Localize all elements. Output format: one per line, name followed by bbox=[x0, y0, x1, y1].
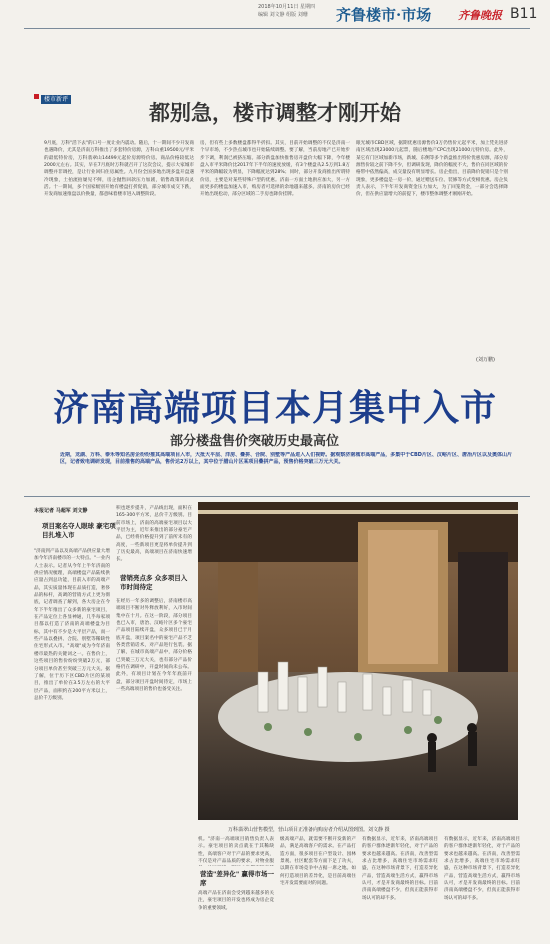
col3-subhead: 营造"差异化" 赢得市场一席 bbox=[200, 870, 275, 887]
newspaper-logo: 齐鲁晚报 bbox=[458, 9, 502, 22]
col2-subhead: 营销亮点多 众多项目入市时间待定 bbox=[120, 574, 188, 591]
feature-col5a: 有数据显示，近年来，济南高端项目的客户群体逐渐年轻化，对于产品的要求也越来越高。在济南，改善型需求占比增多，高端住宅市场需求旺盛，在这种市场背景下，打造差异化产品，营造高端生活方式，赢得市场认可，才是开发商最终的目标。目前济南高端楼盘不少，但真正能获得市场认可的却不多。 bbox=[362, 837, 438, 901]
article1-col3: 眼光城市CBD区域，据期优惠房源售价3万仍售价元起平米，加上凭先进济南区域出现23000元起票，随后楼地产CPC出现21000元特价房。此外，某它有门区域加新市场，新城、东侧等多个新盘推出特价优惠房源，部分房源售价较之前下降不少，但调研发现，降价的幅度不大，售价在同区域的价格带中依然偏高，成交量没有明显增长。房企指出，目前降价促销只是个别现象，更多楼盘是一房一价，通过赠送车位、装修等方式变相优惠。房企负责人表示，下半年开发商资金压力加大，为了回笼资金，一部分会选择降价，但在供应量增大的前提下，楼市整体调整才刚刚开始。 bbox=[356, 141, 508, 198]
issue-date: 2018年10月11日 星期四 bbox=[258, 4, 316, 10]
feature-col3-end: 高端产品在济南会受到越来越多的关注，豪宅项目的开发也将成为房企竞争的重要领域。 bbox=[198, 891, 274, 911]
feature-col5b: 有数据显示，近年来，济南高端项目的客户群体逐渐年轻化，对于产品的要求也越来越高。在济南，改善型需求占比增多，高端住宅市场需求旺盛，在这种市场背景下，打造差异化产品，营造高端生活方式，赢得市场认可，才是开发商最终的目标。目前济南高端楼盘不少，但真正能获得市场认可的却不多。 bbox=[444, 837, 520, 901]
feature-col2: 积也逐步提升，产品线出现，面积在165-300平方米，总价千万级别。目前市场上，济南的高端豪宅项目以大平层为主，近年来推出的部分豪宅产品，已经将价格提升到了前所未有的高度，一些新项目更是将单价提升到了历史最高，高端项目在济南快速增长。 bbox=[116, 506, 192, 563]
article1-col1: 9月底，万科"活下去"的口号一度让业内震动。随后，十一期间不少开发商也遇降价，尤其是济南万科推出了多套特价房源，万科山重19500元/平米的最低特价房，万科翡翠山14499元起价房源特价房。商品价格较低达2000元左右。其实，早在7月底时万科就召开了这次会议，提示大家城市调整并非调控，是让行业回归住房属性。九月份全国多地出现多盘开盘遇冷现象，土拍流拍屡见不鲜，房企抛售回款压力加剧，销售政策转向灵活。十一期间，多个国家级别开始有楼盘打折促销，部分城市成交下跌，开发商加速推盘以价换量，都意味着楼市进入调整阶段。 bbox=[44, 141, 194, 198]
column-tag: 楼市新评 bbox=[34, 86, 71, 105]
article1-col2: 房，但有些上多数楼盘都得半折扣。其实，目前开始调整的不仅是济南一个早市场，不少热点城市也开始陆续调整。要了解，当前房地产已开始步步下调，利润已被挤压缩。部分新盘加快推售房开盘价大幅下降，今年楼盘入市平米降价比2017年下半年的速度放缓，有3个楼盘从2.5万到1.8万平米的降幅较为明显，下降幅度达到28%；同时，部分开发商推出所谓特价房，主要是对某些特殊户型的优惠。济南一方面土地供应加大，另一方面更多的楼盘加速入市，购房者可选择的余地越来越多。济南的房价已经开始出现松动，部分区域的二手房也降价挂牌。 bbox=[200, 141, 350, 198]
article1-byline: (刘万鹏) bbox=[476, 357, 495, 363]
model-photo bbox=[198, 502, 518, 820]
feature-col1: "济南到产品以及高端产品供应量大增加今年济南楼市的一大特点。"一业内人士表示。记者从今年上半年济南的供应情况梳理，高端楼盘产品陆续供应量占到总功能，目前入市的高端产品，其实质量体现在品质打造，奢侈品的标杆，高调的营销方式上更为彻底，记者调查了解到，各大房企在今年下半年推出了众多新的豪宅项目，在产品定位上各显神通，几乎每家项目都以打造了济南的高端楼盘为目标，其中有不少是大平层产品，而一些产品以叠拼、合院、别墅等稀缺性住宅形式入市。"高端"成为今年济南楼市最热的关键词之一。在售价上，这些项目的售价纷纷突破2万元，部分项目单价甚至突破三万元大关。据了解，位于历下区CBD片区的某项目，推出了单价在3.5万左右的大平层产品，面积约在200平方米以上，总价千万级别。 bbox=[34, 549, 110, 701]
editor-credit: 编辑 刘文静 组版 刘珊 bbox=[258, 12, 308, 18]
header-rule bbox=[24, 28, 530, 29]
feature-rule bbox=[24, 496, 530, 497]
feature-headline: 济南高端项目本月集中入市 bbox=[52, 388, 497, 429]
feature-col2b: 在经历一年多的调整后，济南楼市高端项目不断对外释放利好，入市时间集中在十月。在这一阶段，部分项目也已入市，唐冶、汉峪片区多个豪宅产品项目陆续开盘，众多项目已于月底开盘，项目案名中的豪宅产品不乏各类营销话术，对产品进行包装。据了解，在城市高端产品中，部分价格已突破三万元大关，也有部分产品价格仍在调研中，开盘时间尚未公布。此外，有项目计划在今年年底前开盘，部分项目开盘时间待定，市场上一些高端项目的售价也备受关注。 bbox=[116, 599, 192, 693]
feature-lead: 近期，龙湖、万科、泰禾等知名房企纷纷推其高端项目入市，大批大平层、洋房、叠拼、合院、别墅等产品进入人们视野。据观察济南城市高端产品，多集中于CBD片区、汉峪片区、唐冶片区以及奥体山片区，记者致电调研发现，目前推售的高端产品，售价达2万以上，其中位于腊山片区某项目叠拼产品，预售价格突破三万元大关。 bbox=[60, 452, 512, 465]
sales-center-model-image bbox=[198, 502, 518, 820]
feature-subheadline: 部分楼盘售价突破历史最高位 bbox=[170, 434, 340, 449]
section-title: 齐鲁楼市·市场 bbox=[336, 6, 432, 24]
page-number: B11 bbox=[510, 6, 538, 22]
article1-headline: 都别急，楼市调整才刚开始 bbox=[149, 100, 401, 125]
photo-caption: 万科翡翠山营售模型，营山项目正准备向购房者介绍从图到图。刘文静 摄 bbox=[228, 827, 390, 833]
feature-col4: 级高端产品，就需要不断开发新的产品，满足高端客户的需求。在产品打造方面，很多项目在户型设计、园林景观、社区配套等方面下足了功夫，以期在市场竞争中占据一席之地。如何打造项目的差异化，是目前高端住宅开发需要面对的问题。 bbox=[280, 837, 356, 887]
col1-subhead: 项目案名夺人眼球 豪宅项目扎堆入市 bbox=[42, 522, 116, 539]
feature-byline: 本报记者 马超军 刘文静 bbox=[34, 508, 88, 514]
feature-col3: 机。"济南一高端项目销售负责人表示。豪宅项目的卖点就在于其稀缺性，高端客户对于产品的要求更高，不仅是对产品品质的要求，对物业服 bbox=[198, 837, 274, 865]
